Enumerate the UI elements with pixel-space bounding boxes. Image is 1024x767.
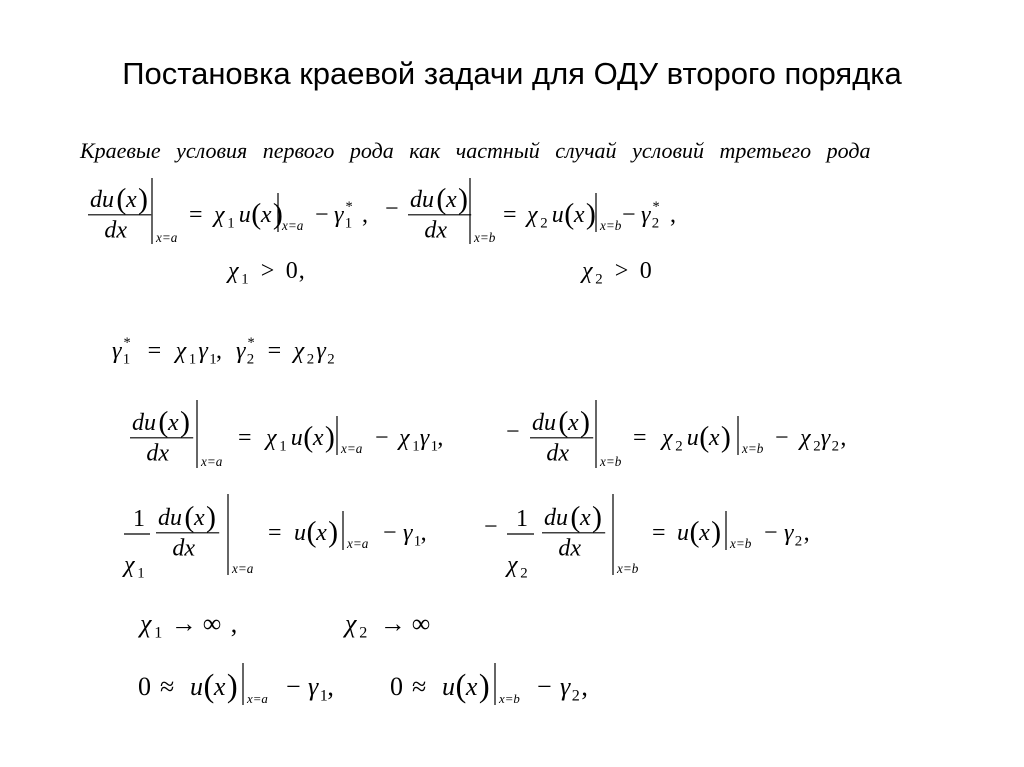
math-glyph: =: [633, 425, 647, 451]
subtitle-word: третьего: [719, 138, 812, 163]
math-glyph: 1: [137, 565, 145, 582]
math-glyph: du: [90, 187, 114, 214]
math-glyph: 2: [246, 351, 255, 368]
math-glyph: dx: [424, 217, 448, 244]
math-glyph: γ: [419, 425, 430, 451]
math-glyph: x=a: [341, 441, 363, 456]
math-glyph: ,: [362, 202, 368, 228]
math-glyph: χ: [800, 425, 811, 451]
math-glyph: 2: [831, 438, 840, 455]
math-glyph: dx: [172, 535, 196, 562]
math-glyph: x=a: [282, 218, 304, 233]
slide-title: Постановка краевой задачи для ОДУ второго порядка: [122, 56, 902, 91]
equation-cond-2: [580, 258, 652, 287]
equation-robin-left: [88, 178, 368, 245]
math-glyph: x=b: [474, 230, 496, 245]
math-glyph: (: [436, 182, 447, 216]
math-glyph: =: [268, 520, 282, 546]
subtitle-word: условия: [176, 138, 248, 163]
math-glyph: χ: [507, 552, 518, 578]
math-glyph: x=b: [742, 441, 764, 456]
math-glyph: 0: [285, 258, 298, 284]
math-glyph: dx: [558, 535, 582, 562]
math-glyph: u: [290, 425, 303, 451]
math-glyph: −: [764, 520, 778, 546]
math-glyph: x: [568, 410, 579, 437]
math-glyph: x: [465, 672, 478, 701]
math-glyph: γ: [334, 202, 344, 228]
equation-substituted-right: [506, 400, 846, 469]
math-glyph: ): [324, 420, 335, 454]
math-glyph: −: [383, 520, 397, 546]
math-glyph: ≈: [412, 672, 427, 701]
math-glyph: −: [375, 425, 389, 451]
math-glyph: χ: [662, 425, 673, 451]
math-glyph: 2: [327, 351, 335, 368]
math-glyph: γ: [403, 520, 413, 546]
math-glyph: 2: [540, 215, 548, 232]
math-glyph: x: [168, 410, 179, 437]
math-glyph: x: [126, 187, 137, 214]
math-glyph: =: [147, 338, 162, 364]
math-glyph: γ: [784, 520, 794, 546]
math-glyph: −: [315, 202, 329, 228]
math-glyph: →: [170, 609, 197, 638]
math-glyph: x: [580, 505, 591, 532]
math-glyph: −: [385, 196, 399, 222]
math-glyph: >: [614, 258, 629, 284]
math-glyph: 2: [520, 565, 528, 582]
math-glyph: x: [194, 505, 205, 532]
math-glyph: x: [213, 672, 226, 701]
math-glyph: 2: [306, 351, 315, 368]
subtitle-word: случай: [555, 138, 617, 163]
math-glyph: u: [551, 202, 564, 228]
math-glyph: du: [410, 187, 434, 214]
math-glyph: γ: [308, 672, 319, 701]
math-glyph: =: [267, 338, 282, 364]
math-glyph: ): [272, 197, 283, 231]
math-glyph: 2: [794, 533, 803, 550]
math-glyph: −: [622, 202, 636, 228]
math-glyph: χ: [140, 609, 152, 638]
math-glyph: du: [132, 410, 156, 437]
math-glyph: u: [294, 520, 306, 546]
math-glyph: x: [708, 425, 720, 451]
math-glyph: ): [580, 405, 590, 439]
math-glyph: u: [677, 520, 689, 546]
math-glyph: u: [442, 672, 455, 701]
math-glyph: u: [190, 672, 203, 701]
math-glyph: ∞: [411, 609, 431, 638]
math-glyph: γ: [641, 202, 651, 228]
math-glyph: ,: [216, 338, 222, 364]
subtitle-word: рода: [826, 138, 871, 163]
math-glyph: >: [260, 258, 275, 284]
subtitle-word: Краевые: [80, 138, 161, 163]
math-glyph: x=b: [499, 692, 520, 706]
subtitle-word: условий: [632, 138, 705, 163]
math-glyph: χ: [582, 258, 593, 284]
math-glyph: x=b: [730, 536, 752, 551]
math-glyph: ): [206, 500, 216, 534]
subtitle-word: как: [409, 138, 441, 163]
math-glyph: *: [652, 199, 660, 216]
math-glyph: ): [711, 515, 722, 549]
math-glyph: *: [345, 199, 353, 216]
math-glyph: x=b: [600, 454, 622, 469]
math-glyph: 1: [344, 215, 353, 232]
math-glyph: 1: [209, 351, 217, 368]
math-glyph: (: [564, 197, 575, 231]
math-glyph: 1: [133, 506, 145, 532]
equation-cond-1: [226, 258, 305, 287]
math-glyph: ,: [327, 672, 334, 701]
math-glyph: dx: [104, 217, 128, 244]
math-glyph: 1: [430, 438, 439, 455]
math-glyph: x=a: [347, 536, 369, 551]
math-glyph: =: [503, 202, 517, 228]
math-glyph: *: [123, 335, 131, 352]
math-glyph: (: [116, 182, 127, 216]
math-glyph: ∞: [202, 609, 222, 638]
math-glyph: −: [286, 672, 301, 701]
math-glyph: (: [303, 420, 314, 454]
math-glyph: ): [458, 182, 468, 216]
math-glyph: 1: [122, 351, 131, 368]
math-glyph: χ: [124, 552, 135, 578]
math-glyph: ≈: [160, 672, 175, 701]
math-glyph: *: [247, 335, 255, 352]
math-glyph: 1: [516, 506, 528, 532]
math-glyph: 0: [138, 672, 151, 701]
math-glyph: (: [689, 515, 700, 549]
math-glyph: x=a: [232, 561, 254, 576]
math-glyph: x: [573, 202, 585, 228]
math-glyph: (: [699, 420, 710, 454]
math-glyph: χ: [293, 338, 305, 364]
math-glyph: dx: [146, 440, 170, 467]
math-glyph: =: [652, 520, 666, 546]
math-glyph: γ: [236, 338, 246, 364]
math-glyph: ): [592, 500, 602, 534]
math-glyph: x: [699, 520, 710, 546]
math-glyph: dx: [546, 440, 570, 467]
math-glyph: ): [226, 668, 238, 705]
math-glyph: x: [316, 520, 327, 546]
math-glyph: ): [585, 197, 596, 231]
math-glyph: χ: [175, 338, 187, 364]
math-glyph: 2: [675, 438, 683, 455]
math-glyph: x: [446, 187, 457, 214]
subtitle-word: первого: [262, 138, 335, 163]
math-glyph: x=b: [600, 218, 622, 233]
math-glyph: (: [455, 668, 467, 705]
math-glyph: x=a: [247, 692, 268, 706]
math-glyph: ): [478, 668, 490, 705]
math-glyph: ,: [840, 425, 847, 451]
math-glyph: ): [138, 182, 148, 216]
math-glyph: −: [506, 419, 520, 445]
math-glyph: ,: [581, 672, 588, 701]
math-glyph: du: [532, 410, 556, 437]
subtitle-word: рода: [349, 138, 394, 163]
math-glyph: ,: [670, 202, 676, 228]
math-glyph: 0: [390, 672, 403, 701]
math-glyph: u: [686, 425, 699, 451]
math-glyph: ,: [298, 258, 305, 284]
math-glyph: ): [180, 405, 190, 439]
math-glyph: (: [251, 197, 262, 231]
math-glyph: ): [328, 515, 339, 549]
math-glyph: 1: [188, 351, 197, 368]
equation-dirichlet-left: [138, 663, 334, 706]
math-glyph: χ: [228, 258, 239, 284]
math-glyph: −: [775, 425, 789, 451]
math-glyph: (: [203, 668, 215, 705]
math-glyph: χ: [399, 425, 410, 451]
math-glyph: x=a: [201, 454, 223, 469]
math-glyph: 1: [279, 438, 287, 455]
math-glyph: x=b: [617, 561, 639, 576]
math-glyph: γ: [112, 338, 122, 364]
equation-substituted-left: [130, 400, 443, 469]
math-glyph: ,: [803, 520, 810, 546]
math-glyph: −: [484, 514, 498, 540]
math-glyph: (: [158, 405, 169, 439]
math-glyph: −: [537, 672, 552, 701]
math-glyph: χ: [345, 609, 357, 638]
math-glyph: x=a: [156, 230, 178, 245]
math-glyph: →: [379, 609, 406, 638]
math-glyph: x: [260, 202, 272, 228]
math-glyph: 1: [319, 687, 328, 705]
math-glyph: 2: [813, 438, 821, 455]
math-glyph: γ: [316, 338, 326, 364]
math-glyph: 2: [595, 271, 603, 288]
math-glyph: γ: [820, 425, 831, 451]
math-glyph: u: [238, 202, 251, 228]
math-glyph: 1: [241, 271, 249, 288]
math-glyph: 2: [651, 215, 660, 232]
equation-gamma-def: [112, 335, 335, 367]
math-glyph: 1: [413, 533, 422, 550]
math-glyph: γ: [198, 338, 208, 364]
math-glyph: =: [189, 202, 203, 228]
math-glyph: 2: [359, 624, 368, 642]
math-glyph: χ: [214, 202, 225, 228]
math-glyph: x: [312, 425, 324, 451]
math-glyph: ,: [420, 520, 427, 546]
math-glyph: 0: [639, 258, 652, 284]
math-glyph: 1: [227, 215, 235, 232]
math-glyph: χ: [527, 202, 538, 228]
math-glyph: 2: [571, 687, 580, 705]
equation-limits: [137, 609, 430, 642]
math-glyph: (: [184, 500, 195, 534]
math-glyph: (: [306, 515, 317, 549]
math-glyph: du: [158, 505, 182, 532]
math-glyph: χ: [266, 425, 277, 451]
math-glyph: ,: [437, 425, 444, 451]
equation-divided-right: [484, 494, 810, 581]
math-glyph: 1: [412, 438, 420, 455]
math-glyph: (: [570, 500, 581, 534]
equation-robin-right: [385, 178, 676, 245]
equation-divided-left: [122, 494, 427, 581]
math-glyph: =: [238, 425, 252, 451]
math-glyph: (: [558, 405, 569, 439]
math-glyph: ,: [230, 609, 238, 638]
math-glyph: 1: [154, 624, 163, 642]
equation-dirichlet-right: [390, 663, 588, 706]
math-glyph: ): [720, 420, 731, 454]
math-glyph: du: [544, 505, 568, 532]
subtitle-word: частный: [455, 138, 540, 163]
math-glyph: γ: [560, 672, 571, 701]
